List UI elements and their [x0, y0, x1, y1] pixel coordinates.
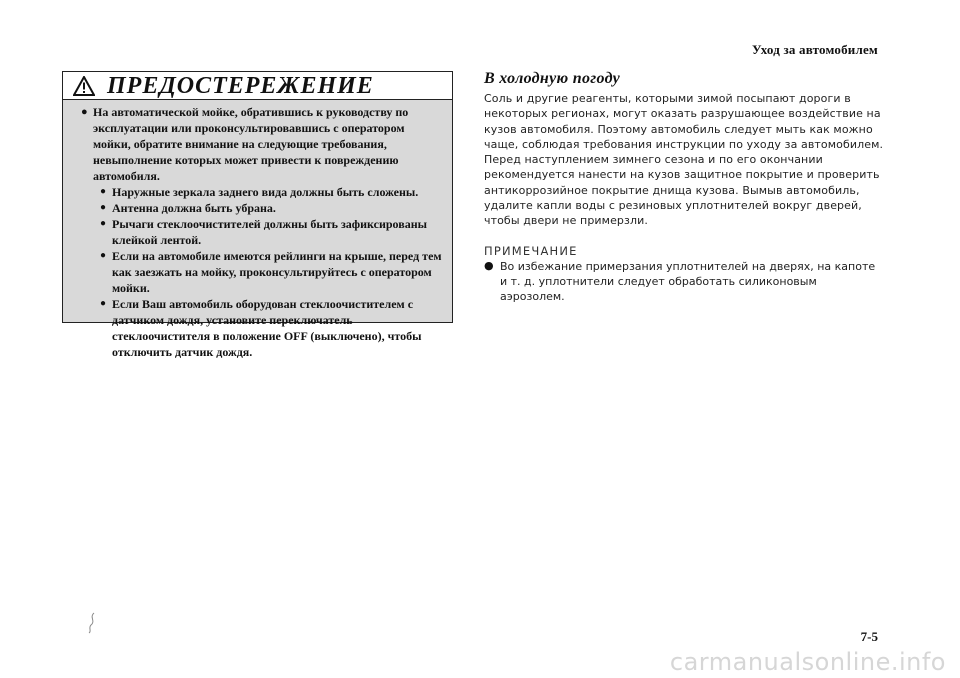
- warning-sub-item: [77, 248, 444, 296]
- warning-title: ПРЕДОСТЕРЕЖЕНИЕ: [107, 72, 374, 99]
- warning-main-item: [77, 104, 444, 184]
- bullet-icon: ●: [81, 106, 88, 118]
- section-header-title: Уход за автомобилем: [752, 42, 878, 57]
- bullet-icon: ●: [100, 218, 107, 229]
- warning-sub-item: [77, 296, 444, 360]
- warning-main-text: На автоматической мойке, обратившись к руководству по эксплуатации или проконсультировавшись с оператором мойки, обратите внимание на следующие требования, невыполнение которых может привести к повреждению автомобиля.: [93, 105, 409, 183]
- warning-box: [62, 71, 453, 359]
- warning-sub-item: [77, 184, 444, 200]
- cold-weather-title: В холодную погоду: [484, 70, 620, 87]
- note-label: ПРИМЕЧАНИЕ: [484, 243, 578, 258]
- warning-sub-text: Антенна должна быть убрана.: [112, 201, 276, 215]
- bullet-icon: ●: [100, 186, 107, 197]
- watermark: carmanualsonline.info: [669, 648, 946, 676]
- warning-triangle-icon: [73, 76, 95, 96]
- cold-weather-section: [484, 70, 884, 305]
- warning-sub-text: Если Ваш автомобиль оборудован стеклоочистителем с датчиком дождя, установите переключатель стеклоочистителя в положение OFF (выключено), чтобы отключить датчик дождя.: [112, 297, 422, 359]
- bullet-icon: ●: [100, 298, 107, 309]
- note-item: [484, 259, 884, 305]
- margin-scribble-icon: [86, 612, 98, 634]
- warning-sub-text: Наружные зеркала заднего вида должны быть сложены.: [112, 185, 419, 199]
- warning-sub-text: Если на автомобиле имеются рейлинги на крыше, перед тем как заезжать на мойку, проконсультируйтесь с оператором мойки.: [112, 249, 442, 295]
- cold-weather-paragraph: Соль и другие реагенты, которыми зимой посыпают дороги в некоторых регионах, могут оказать разрушающее воздействие на кузов автомобиля. Поэтому автомобиль следует мыть как можно чаще, соблюдая требования инструкции по уходу за автомобилем. Перед наступлением зимнего сезона и по его окончании рекомендуется нанести на кузов защитное покрытие и проверить антикоррозийное покрытие днища кузова. Вымыв автомобиль, удалите капли воды с резиновых уплотнителей вокруг дверей, чтобы двери не примерзли.: [484, 92, 884, 228]
- bullet-icon: ●: [100, 202, 107, 213]
- bullet-icon: ●: [100, 250, 107, 261]
- note-text: Во избежание примерзания уплотнителей на дверях, на капоте и т. д. уплотнители следует обработать силиконовым аэрозолем.: [500, 259, 876, 304]
- page-number: 7-5: [860, 629, 878, 644]
- warning-sub-item: [77, 216, 444, 248]
- warning-sub-item: [77, 200, 444, 216]
- warning-header: [63, 72, 452, 100]
- bullet-icon: ●: [484, 258, 494, 272]
- warning-body: [63, 100, 452, 360]
- warning-sub-text: Рычаги стеклоочистителей должны быть зафиксированы клейкой лентой.: [112, 217, 427, 247]
